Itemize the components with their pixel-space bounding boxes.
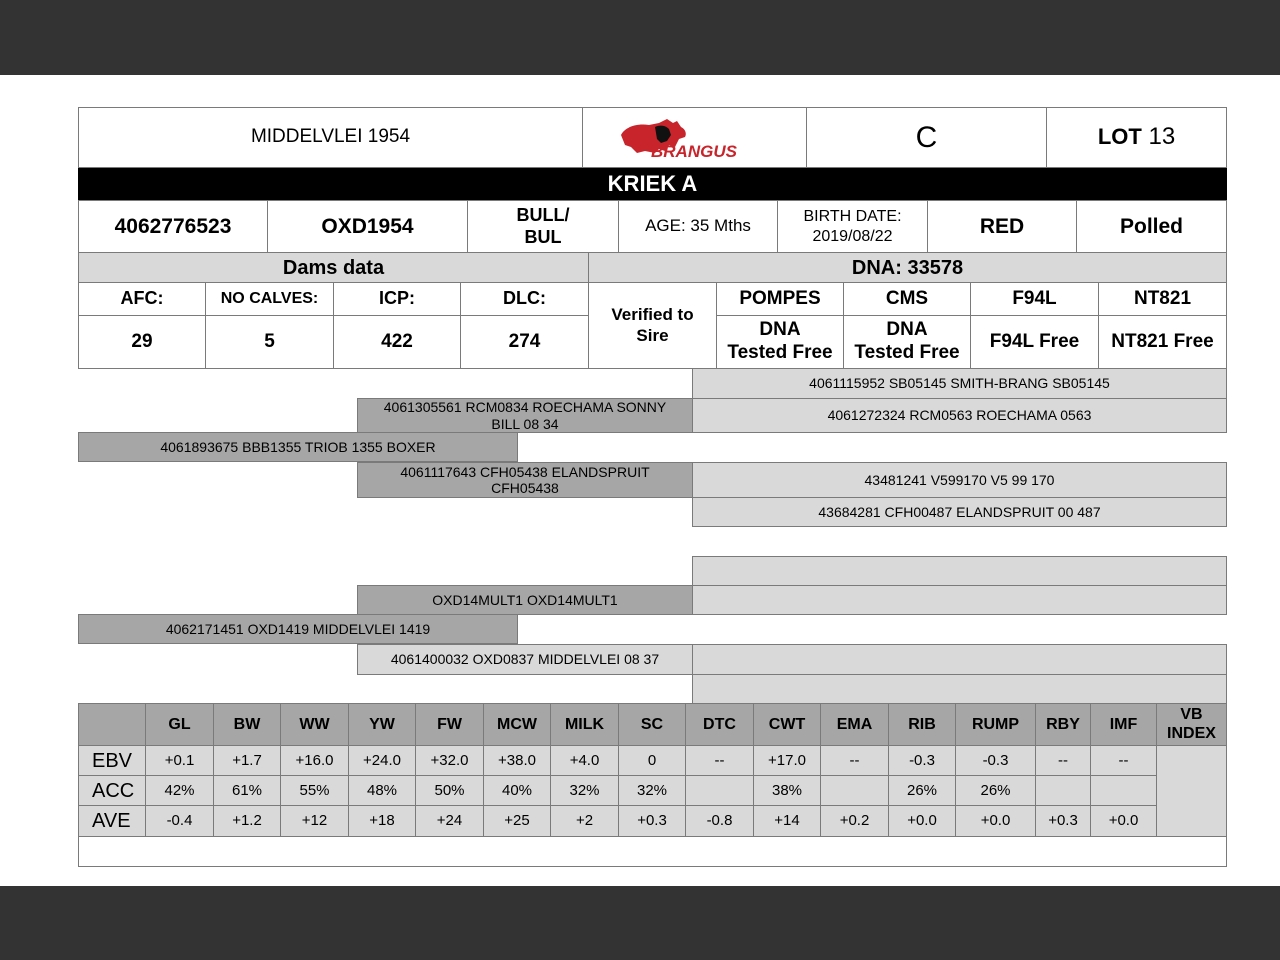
ave-cell-text: +0.2 [839,812,870,829]
animal-birth-date [777,200,928,253]
ave-cell-text: +18 [369,812,395,829]
acc-cell-text: 26% [980,781,1011,799]
ebv-header-rump [955,703,1036,746]
pedigree-dam [78,614,518,644]
animal-age-text: AGE: 35 Mths [645,216,751,236]
sire-sire-line2: BILL 08 34 [491,415,559,432]
ebv-cell [550,745,619,776]
ebv-cell-text: +24.0 [363,751,401,769]
acc-cell-text: 32% [569,781,600,799]
dna-header-f94l-text: F94L [1012,287,1057,309]
dams-value-no-calves-text: 5 [264,330,275,352]
sex-line1: BULL/ [516,204,570,225]
ebv-header-text: MCW [497,715,537,733]
ebv-header-ema [820,703,889,746]
ebv-cell-text: 0 [647,751,657,769]
ebv-header-text: RUMP [971,715,1020,733]
verified-line1: Verified to [611,305,694,325]
lot-number: 13 [1148,123,1176,151]
dna-result-f94l [970,315,1099,369]
ebv-cell [415,745,484,776]
dams-data-title [78,252,589,283]
sire-text: 4061893675 BBB1355 TRIOB 1355 BOXER [160,438,436,455]
ave-cell-text: +0.3 [1048,812,1078,829]
sire-dam-sire-text: 43481241 V599170 V5 99 170 [864,471,1055,488]
dna-header-pompes-text: POMPES [739,287,821,309]
acc-cell-text: 26% [906,781,938,799]
ebv-cell-text: +4.0 [569,751,600,769]
ebv-header-dtc [685,703,754,746]
animal-color-text: RED [979,214,1025,238]
ebv-cell [145,745,214,776]
ave-cell-text: +14 [774,812,800,829]
acc-row-label [78,775,146,806]
ave-row-label [78,805,146,837]
pedigree-sire-dam-dam [692,497,1227,527]
animal-color [927,200,1077,253]
pedigree-sire-dam-sire [692,462,1227,498]
acc-cell [348,775,416,806]
dam-text: 4062171451 OXD1419 MIDDELVLEI 1419 [165,620,431,637]
ave-cell [1035,805,1091,837]
row-label-text: ACC [92,779,135,802]
ebv-cell [888,745,956,776]
ebv-header-imf [1090,703,1157,746]
ave-cell [348,805,416,837]
ebv-header-bw [213,703,281,746]
dam-dam-text: 4061400032 OXD0837 MIDDELVLEI 08 37 [390,651,660,668]
acc-cell [618,775,686,806]
dna-title [588,252,1227,283]
pedigree-dam-dam [357,644,693,675]
acc-cell [280,775,349,806]
ebv-cell [348,745,416,776]
acc-cell [145,775,214,806]
acc-cell [820,775,889,806]
pedigree-dam-sire-sire [692,556,1227,586]
ebv-header-text: RIB [908,715,936,733]
ave-cell [415,805,484,837]
ave-cell-text: +0.3 [637,812,667,829]
ebv-corner-cell [78,703,146,746]
ebv-cell-text: -- [1058,751,1068,769]
dams-value-no-calves [205,315,334,369]
ave-cell-text: +0.0 [1108,812,1139,829]
sire-sire-line1: 4061305561 RCM0834 ROECHAMA SONNY [383,399,667,416]
ebv-cell-text: -0.3 [909,751,935,769]
ebv-row-label [78,745,146,776]
ebv-header-text: GL [168,715,191,733]
top-frame-band [0,0,1280,75]
pedigree-sire-sire [357,398,693,433]
dams-data-title-text: Dams data [282,256,385,279]
pedigree-dam-dam-sire [692,644,1227,675]
acc-cell [213,775,281,806]
vb-index-line2: INDEX [1167,724,1216,742]
dam-sire-text: OXD14MULT1 OXD14MULT1 [432,591,618,608]
ebv-cell-text: -- [849,751,860,769]
ebv-cell-text: +16.0 [295,751,334,769]
acc-cell-text: 48% [366,781,398,799]
dams-header-no-calves-text: NO CALVES: [220,290,319,308]
row-label-text: AVE [92,810,131,832]
ebv-header-cwt [753,703,821,746]
ave-cell-text: -0.8 [706,812,733,829]
sire-dam-line1: 4061117643 CFH05438 ELANDSPRUIT [400,463,650,480]
ave-cell [145,805,214,837]
row-label-text: EBV [92,749,133,772]
animal-horn-status [1076,200,1227,253]
dna-result-pompes [716,315,844,369]
dna-result-nt821 [1098,315,1227,369]
ave-cell [1090,805,1157,837]
ave-cell-text: -0.4 [166,812,193,829]
animal-age [618,200,778,253]
ave-cell [820,805,889,837]
dams-header-afc-text: AFC: [120,288,164,309]
dams-value-dlc [460,315,589,369]
birth-date-value: 2019/08/22 [812,227,893,245]
ave-cell [550,805,619,837]
animal-horn-text: Polled [1119,214,1183,238]
acc-cell [1035,775,1091,806]
animal-name-bar [78,168,1227,200]
ebv-cell-text: +0.1 [164,751,195,769]
acc-cell [955,775,1036,806]
ebv-cell-text: -- [714,751,725,769]
ebv-cell [685,745,754,776]
ave-cell-text: +0.0 [980,812,1011,829]
dams-header-no-calves [205,282,334,316]
acc-cell [1090,775,1157,806]
acc-cell [550,775,619,806]
dams-value-dlc-text: 274 [508,330,541,352]
ebv-cell-text: +1.7 [232,751,262,769]
dams-header-icp [333,282,461,316]
dams-header-dlc-text: DLC: [503,288,546,309]
acc-cell-text: 61% [231,781,263,799]
ebv-cell-text: -- [1118,751,1129,769]
ebv-cell-text: -0.3 [982,751,1009,769]
brangus-logo [615,113,765,161]
ebv-cell-text: +17.0 [768,751,806,769]
cms-result-line1: DNA [886,319,928,341]
lot-label: LOT [1097,124,1142,150]
acc-cell-text: 32% [636,781,668,799]
dna-header-cms [843,282,971,316]
ebv-header-text: RBY [1046,715,1080,733]
ebv-cell-text: +38.0 [498,751,536,769]
ebv-header-text: CWT [768,715,806,733]
ave-cell [280,805,349,837]
ebv-header-text: EMA [836,715,873,733]
ebv-header-rby [1035,703,1091,746]
acc-cell [888,775,956,806]
sire-dam-line2: CFH05438 [491,480,559,496]
animal-code [267,200,468,253]
ebv-cell [955,745,1036,776]
pedigree-sire-sire-dam [692,398,1227,433]
category-text: C [915,120,938,154]
animal-name: KRIEK A [607,171,698,196]
ebv-header-text: FW [437,715,462,733]
animal-id [78,200,268,253]
ebv-header-mcw [483,703,551,746]
acc-cell-text: 40% [501,781,533,799]
f94l-result: F94L Free [989,330,1080,352]
ave-cell-text: +12 [301,812,328,829]
logo-text: BRANGUS [651,142,737,161]
ebv-cell [1090,745,1157,776]
birth-date-label: BIRTH DATE: [803,208,902,226]
ave-cell [685,805,754,837]
ebv-header-yw [348,703,416,746]
acc-cell-text: 42% [164,781,195,799]
animal-sex [467,200,619,253]
dams-value-afc-text: 29 [131,330,153,352]
dna-header-nt821 [1098,282,1227,316]
ebv-header-vb-index [1156,703,1227,746]
ebv-cell [483,745,551,776]
lot-cell [1046,107,1227,168]
ebv-header-rib [888,703,956,746]
bottom-frame-band [0,886,1280,960]
dna-result-cms [843,315,971,369]
pedigree-dam-sire [357,585,693,615]
dams-value-icp [333,315,461,369]
pedigree-sire-sire-sire [692,368,1227,399]
ebv-header-sc [618,703,686,746]
ave-cell [753,805,821,837]
dna-header-nt821-text: NT821 [1133,287,1192,309]
pompes-result-line1: DNA [759,319,801,341]
ebv-header-text: YW [369,715,395,733]
animal-code-text: OXD1954 [321,214,414,238]
pompes-result-line2: Tested Free [727,342,833,363]
ebv-cell [213,745,281,776]
pedigree-sire-dam [357,462,693,498]
farm-name [78,107,583,168]
vb-index-line1: VB [1180,706,1203,724]
ebv-header-text: BW [233,715,261,733]
sire-sire-sire-text: 4061115952 SB05145 SMITH-BRANG SB05145 [809,375,1110,392]
category-cell [806,107,1047,168]
dna-title-text: DNA: 33578 [851,256,964,279]
ave-cell [955,805,1036,837]
pedigree-dam-sire-dam [692,585,1227,615]
acc-cell-text: 38% [771,781,803,799]
ave-cell [888,805,956,837]
ave-cell-text: +1.2 [232,812,262,829]
vb-index-value [1156,745,1227,837]
dams-value-afc [78,315,206,369]
pedigree-dam-dam-dam [692,674,1227,704]
ave-cell [618,805,686,837]
pedigree-sire [78,432,518,462]
ebv-cell-text: +32.0 [430,751,469,769]
ebv-header-text: MILK [564,715,605,733]
acc-cell-text: 55% [299,781,330,799]
animal-id-text: 4062776523 [114,214,232,238]
nt821-result: NT821 Free [1111,330,1214,352]
dams-header-afc [78,282,206,316]
ave-cell-text: +0.0 [907,812,937,829]
ave-cell [483,805,551,837]
ebv-cell [753,745,821,776]
ebv-header-fw [415,703,484,746]
ebv-header-gl [145,703,214,746]
dna-header-cms-text: CMS [885,287,929,309]
ebv-cell [1035,745,1091,776]
sex-line2: BUL [524,226,562,247]
dams-header-dlc [460,282,589,316]
ave-cell [213,805,281,837]
ave-cell-text: +25 [504,812,530,829]
acc-cell [753,775,821,806]
ave-cell-text: +2 [575,812,594,829]
dams-header-icp-text: ICP: [379,288,415,309]
ebv-cell [280,745,349,776]
acc-cell [483,775,551,806]
acc-cell [415,775,484,806]
ebv-header-text: SC [640,715,664,733]
cms-result-line2: Tested Free [854,342,960,363]
acc-cell-text: 50% [434,781,465,799]
ebv-header-milk [550,703,619,746]
acc-cell [685,775,754,806]
ebv-header-ww [280,703,349,746]
ebv-header-text: WW [299,715,330,733]
dams-value-icp-text: 422 [381,330,413,352]
ave-cell-text: +24 [436,812,463,829]
dna-verified-to-sire [588,282,717,369]
sire-dam-dam-text: 43684281 CFH00487 ELANDSPRUIT 00 487 [818,503,1101,520]
verified-line2: Sire [636,325,669,345]
dna-header-f94l [970,282,1099,316]
ebv-cell [618,745,686,776]
sire-sire-dam-text: 4061272324 RCM0563 ROECHAMA 0563 [827,407,1092,424]
farm-name-text: MIDDELVLEI 1954 [250,126,411,148]
ebv-cell [820,745,889,776]
footer-note [78,836,1227,867]
dna-header-pompes [716,282,844,316]
ebv-header-text: IMF [1109,715,1138,733]
ebv-header-text: DTC [703,715,736,733]
